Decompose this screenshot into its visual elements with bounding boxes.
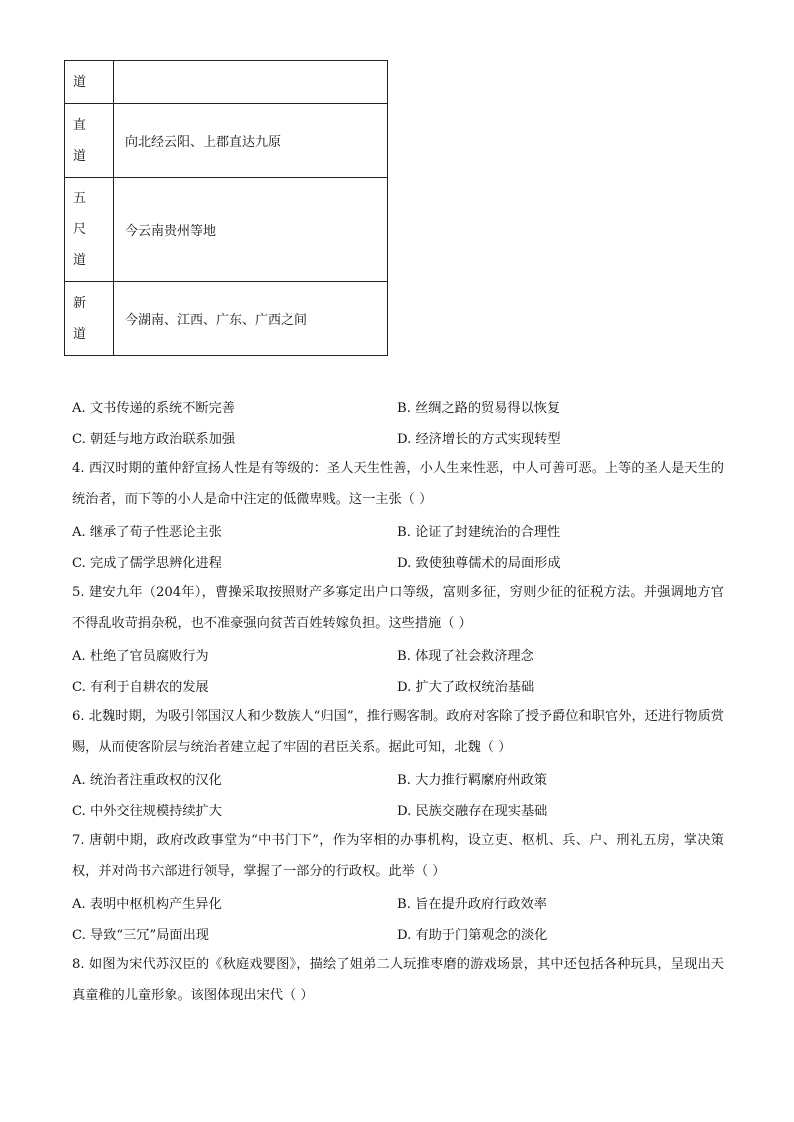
q4-option-d[interactable]: D. 致使独尊儒术的局面形成 — [397, 556, 561, 571]
road-name-char: 道 — [73, 253, 87, 268]
q3-option-b[interactable]: B. 丝绸之路的贸易得以恢复 — [397, 401, 561, 416]
road-desc-cell: 向北经云阳、上郡直达九原 — [114, 104, 388, 178]
roads-table — [64, 60, 388, 356]
questions-section — [72, 391, 724, 1011]
q3-options-row — [72, 422, 724, 453]
road-name-cell — [65, 104, 114, 178]
road-name-cell — [65, 282, 114, 356]
q8-stem: 8. 如图为宋代苏汉臣的《秋庭戏婴图》，描绘了姐弟二人玩推枣磨的游戏场景，其中还包括各种玩具，呈现出天真童稚的儿童形象。该图体现出宋代（ ） — [72, 957, 724, 1003]
q6-option-d[interactable]: D. 民族交融存在现实基础 — [397, 804, 548, 819]
q5-option-c[interactable]: C. 有利于自耕农的发展 — [72, 680, 209, 695]
road-name-char: 直 — [73, 117, 87, 133]
q6-options-row — [72, 794, 724, 825]
q7-options-row — [72, 918, 724, 949]
q7-option-d[interactable]: D. 有助于门第观念的淡化 — [397, 928, 548, 943]
road-name-char: 新 — [73, 295, 87, 311]
table-row — [65, 61, 388, 104]
q5-option-d[interactable]: D. 扩大了政权统治基础 — [397, 680, 535, 695]
q4-stem: 4. 西汉时期的董仲舒宣扬人性是有等级的：圣人天生性善，小人生来性恶，中人可善可恶。上等的圣人是天生的统治者，而下等的小人是命中注定的低微卑贱。这一主张（ ） — [72, 461, 724, 507]
q7-option-c[interactable]: C. 导致“三冗”局面出现 — [72, 928, 209, 943]
q6-options-row — [72, 763, 724, 794]
road-name-cell — [65, 178, 114, 282]
q3-option-d[interactable]: D. 经济增长的方式实现转型 — [397, 432, 561, 447]
q7-stem: 7. 唐朝中期，政府改政事堂为“中书门下”，作为宰相的办事机构，设立吏、枢机、兵、户、刑礼五房，掌决策权，并对尚书六部进行领导，掌握了一部分的行政权。此举（ ） — [72, 833, 724, 879]
q7-option-b[interactable]: B. 旨在提升政府行政效率 — [397, 897, 547, 912]
q4-option-b[interactable]: B. 论证了封建统治的合理性 — [397, 525, 561, 540]
road-desc-cell — [114, 61, 388, 104]
table-row — [65, 282, 388, 356]
road-name-cell — [65, 61, 114, 104]
table-row — [65, 178, 388, 282]
q4-option-a[interactable]: A. 继承了荀子性恶论主张 — [72, 525, 222, 540]
q4-options-row — [72, 546, 724, 577]
q4-options-row — [72, 515, 724, 546]
q7-option-a[interactable]: A. 表明中枢机构产生异化 — [72, 897, 222, 912]
road-name-char: 道 — [73, 326, 87, 342]
q5-option-b[interactable]: B. 体现了社会救济理念 — [397, 649, 534, 664]
q3-options-row — [72, 391, 724, 422]
q6-option-a[interactable]: A. 统治者注重政权的汉化 — [72, 773, 222, 788]
table-row — [65, 104, 388, 178]
q7-options-row — [72, 887, 724, 918]
road-name-char: 尺 — [73, 222, 87, 237]
q6-stem: 6. 北魏时期，为吸引邻国汉人和少数族人“归国”，推行赐客制。政府对客除了授予爵位和职官外，还进行物质赏赐，从而使客阶层与统治者建立起了牢固的君臣关系。据此可知，北魏（ ） — [72, 709, 724, 755]
road-desc-cell: 今湖南、江西、广东、广西之间 — [114, 282, 388, 356]
q5-option-a[interactable]: A. 杜绝了官员腐败行为 — [72, 649, 209, 664]
q5-options-row — [72, 670, 724, 701]
q5-stem: 5. 建安九年（204年），曹操采取按照财产多寡定出户口等级，富则多征，穷则少征的征税方法。并强调地方官不得乱收苛捐杂税，也不准豪强向贫苦百姓转嫁负担。这些措施（ ） — [72, 585, 724, 631]
road-name-char: 道 — [73, 148, 87, 164]
q4-option-c[interactable]: C. 完成了儒学思辨化进程 — [72, 556, 222, 571]
road-desc-cell: 今云南贵州等地 — [114, 178, 388, 282]
q3-option-a[interactable]: A. 文书传递的系统不断完善 — [72, 401, 235, 416]
q3-option-c[interactable]: C. 朝廷与地方政治联系加强 — [72, 432, 236, 447]
road-name-char: 道 — [73, 74, 87, 90]
q6-option-b[interactable]: B. 大力推行羁縻府州政策 — [397, 773, 547, 788]
road-name-char: 五 — [73, 191, 87, 206]
q6-option-c[interactable]: C. 中外交往规模持续扩大 — [72, 804, 222, 819]
q5-options-row — [72, 639, 724, 670]
